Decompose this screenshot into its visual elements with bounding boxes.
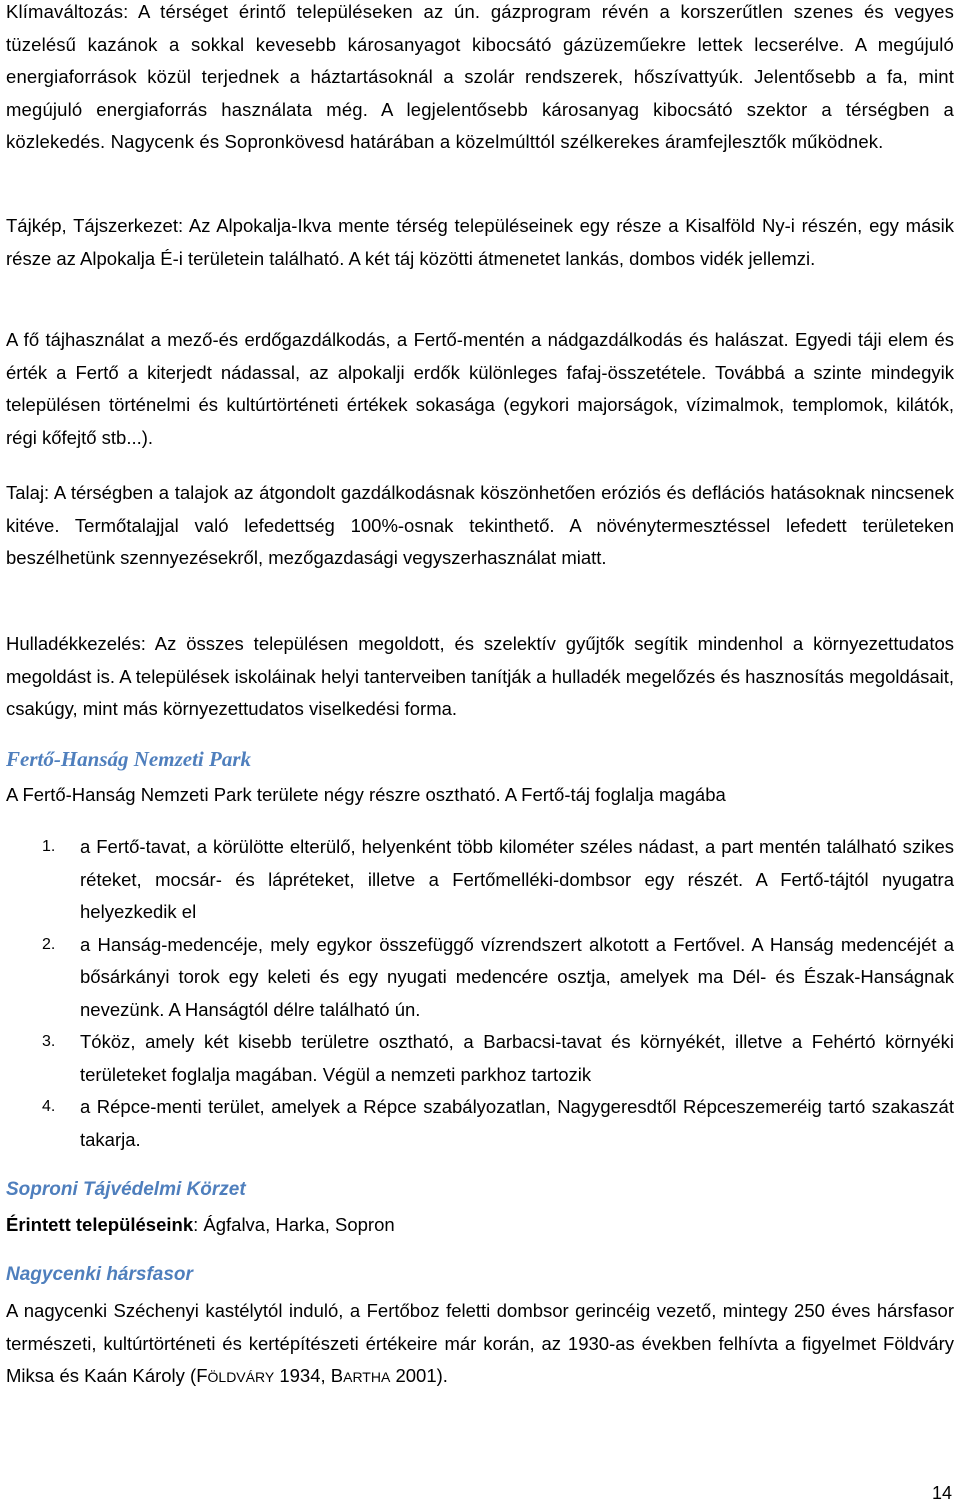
nagycenk-text-mid: 1934, B — [274, 1365, 344, 1386]
list-number: 4. — [42, 1098, 56, 1115]
heading-fertohansag-nemzeti-park: Fertő-Hanság Nemzeti Park — [6, 747, 251, 771]
erintett-label: Érintett településeink — [6, 1214, 194, 1235]
list-item-text: a Hanság-medencéje, mely egykor összefüggő vízrendszert alkotott a Fertővel. A Hanság medencéjét a bősárkányi torok egy keleti és egy nyugati medencére osztja, amelyek ma Dél- és Észak-Hanságnak nevezünk. A Hanságtól délre található ún. — [80, 933, 954, 1020]
list-item-text: a Répce-menti terület, amelyek a Répce szabályozatlan, Nagygeresdtől Répceszemeréig tartó szakaszát takarja. — [80, 1096, 954, 1150]
paragraph-fhnp-lead: A Fertő-Hanság Nemzeti Park területe négy részre osztható. A Fertő-táj foglalja magába — [6, 784, 726, 805]
list-item — [6, 929, 954, 1027]
paragraph-erintett-telepulesek — [6, 1209, 954, 1242]
paragraph-klimavaltozas: Klímaváltozás: A térséget érintő településeken az ún. gázprogram révén a korszerűtlen szenes és vegyes tüzelésű kazánok a sokkal kevesebb károsanyagot kibocsátó gázüzeműekre lettek lecserélve. A megújuló energiaforrások közül terjednek a háztartásoknál a szolár rendszerek, hőszívattyúk. Jelentősebb a fa, mint megújuló energiaforrás használata még. A legjelentősebb károsanyag kibocsátó szektor a térségben a közlekedés. Nagycenk és Sopronkövesd határában a közelmúlttól szélkerekes áramfejlesztők működnek. — [6, 1, 954, 152]
citation-smallcaps-bartha: ARTHA — [343, 1369, 391, 1385]
list-item — [6, 1026, 954, 1091]
heading-soproni-tajvedelmi-korzet: Soproni Tájvédelmi Körzet — [6, 1179, 246, 1200]
list-number: 2. — [42, 935, 56, 953]
list-number: 3. — [42, 1033, 56, 1050]
page-number: 14 — [931, 1483, 952, 1503]
heading-nagycenki-harsfasor: Nagycenki hársfasor — [6, 1264, 193, 1285]
paragraph-nagycenki-harsfasor — [6, 1295, 954, 1394]
paragraph-talaj: Talaj: A térségben a talajok az átgondolt gazdálkodásnak köszönhetően eróziós és deflációs hatásoknak nincsenek kitéve. Termőtalajjal való lefedettség 100%-osnak tekinthető. A növénytermesztéssel lefedett területeken beszélhetünk szennyezésekről, mezőgazdasági vegyszerhasználat miatt. — [6, 482, 954, 568]
paragraph-tajhasznalat: A fő tájhasználat a mező-és erdőgazdálkodás, a Fertő-mentén a nádgazdálkodás és halászat. Egyedi táji elem és érték a Fertő a kiterjedt nádassal, az alpokalji erdők különleges fafaj-összetétele. Továbbá a szinte mindegyik településen történelmi és kultúrtörténeti értékek sokasága (egykori majorságok, vízimalmok, templomok, kilátók, régi kőfejtő stb...). — [6, 329, 954, 448]
nagycenk-text-before: A nagycenki Széchenyi kastélytól induló, a Fertőboz feletti dombsor gerincéig vezető, mintegy 250 éves hársfasor természeti, kultúrtörténeti és kertépítészeti értékeire már korán, az 1930-as években felhívta a figyelmet Földváry Miksa és Kaán Károly (F — [6, 1300, 954, 1386]
citation-smallcaps-foldvary: ÖLDVÁRY — [207, 1369, 275, 1385]
paragraph-hulladekkezeles: Hulladékkezelés: Az összes településen megoldott, és szelektív gyűjtők segítik mindenhol a környezettudatos megoldást is. A települések iskoláinak helyi tanterveiben tanítják a hulladék megelőzés és hasznosítás megoldásait, csakúgy, mint más környezettudatos viselkedési forma. — [6, 633, 954, 719]
list-item-text: a Fertő-tavat, a körülötte elterülő, helyenként több kilométer széles nádast, a part mentén található szikes réteket, mocsár- és lápréteket, illetve a Fertőmelléki-dombsor egy részét. A Fertő-tájtól nyugatra helyezkedik el — [80, 836, 954, 922]
list-item-text: Tóköz, amely két kisebb területre osztható, a Barbacsi-tavat és környékét, illetve a Fehértó környéki területeket foglalja magában. Végül a nemzeti parkhoz tartozik — [80, 1031, 954, 1085]
erintett-value: : Ágfalva, Harka, Sopron — [193, 1214, 395, 1235]
list-number: 1. — [42, 838, 56, 855]
fhnp-parts-list — [6, 831, 954, 1156]
paragraph-tajkep: Tájkép, Tájszerkezet: Az Alpokalja-Ikva mente térség településeinek egy része a Kisalföld Ny-i részén, egy másik része az Alpokalja É-i területein található. A két táj közötti átmenetet lankás, dombos vidék jellemzi. — [6, 215, 954, 269]
list-item — [6, 1091, 954, 1156]
nagycenk-text-after: 2001). — [390, 1365, 448, 1386]
list-item — [6, 831, 954, 929]
